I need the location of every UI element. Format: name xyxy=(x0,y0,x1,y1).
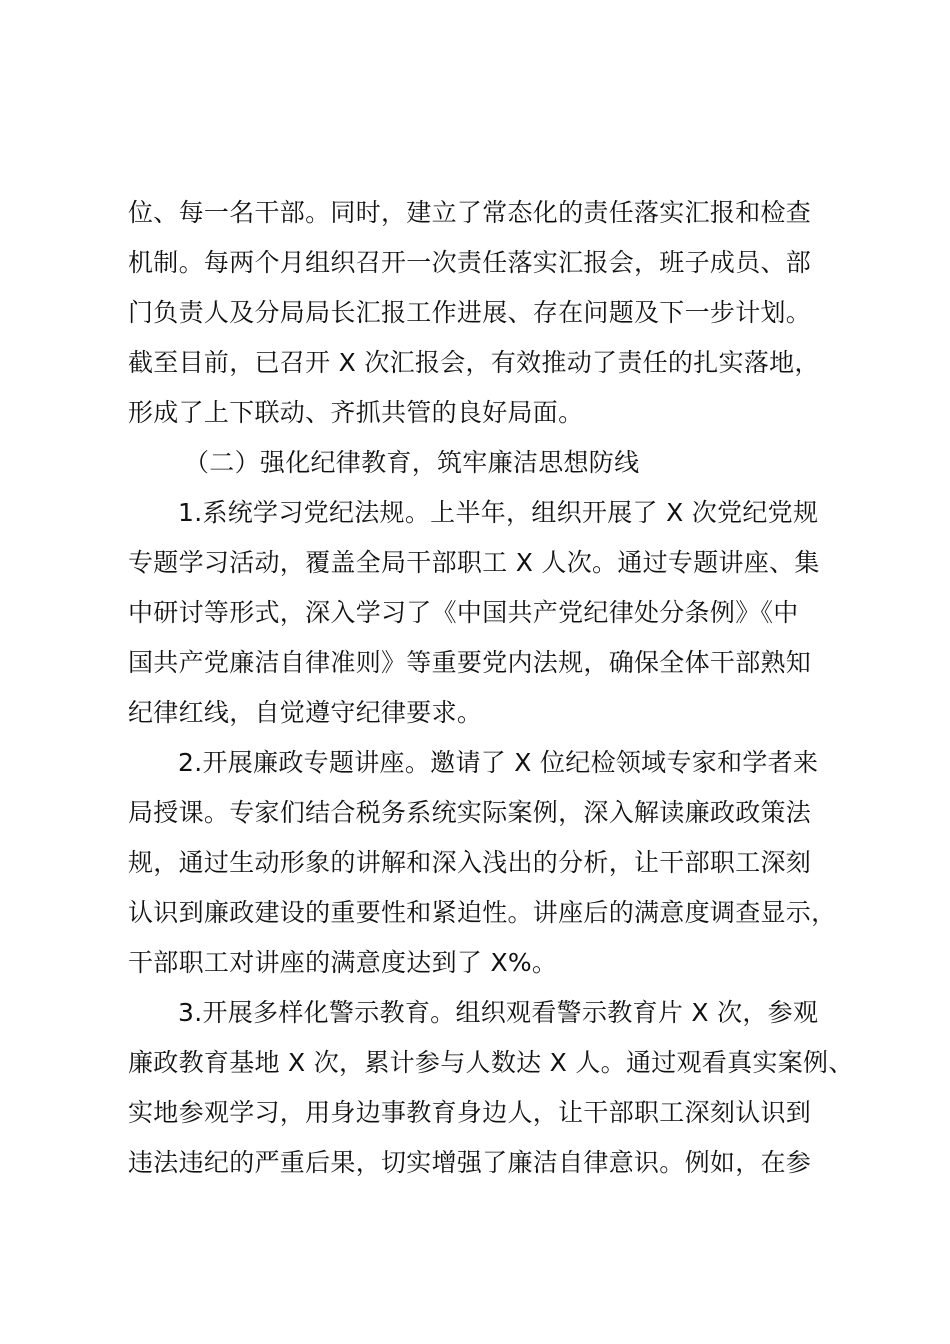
paragraph-continued xyxy=(128,188,828,438)
text-line: 局授课。专家们结合税务系统实际案例，深入解读廉政政策法 xyxy=(128,798,812,827)
text-line: 位、每一名干部。同时，建立了常态化的责任落实汇报和检查 xyxy=(128,198,812,227)
text-line: 2.开展廉政专题讲座。邀请了 X 位纪检领域专家和学者来 xyxy=(178,748,819,777)
text-line: 专题学习活动，覆盖全局干部职工 X 人次。通过专题讲座、集 xyxy=(128,548,820,577)
text-line: 1.系统学习党纪法规。上半年，组织开展了 X 次党纪党规 xyxy=(178,498,819,527)
text-line: 国共产党廉洁自律准则》等重要党内法规，确保全体干部熟知 xyxy=(128,648,812,677)
text-line: 违法违纪的严重后果，切实增强了廉洁自律意识。例如，在参 xyxy=(128,1148,812,1177)
text-line: 中研讨等形式，深入学习了《中国共产党纪律处分条例》《中 xyxy=(128,598,799,627)
text-line: 规，通过生动形象的讲解和深入浅出的分析，让干部职工深刻 xyxy=(128,848,812,877)
text-line: 截至目前，已召开 X 次汇报会，有效推动了责任的扎实落地， xyxy=(128,348,820,377)
text-line: 机制。每两个月组织召开一次责任落实汇报会，班子成员、部 xyxy=(128,248,812,277)
document-body xyxy=(128,188,854,1188)
text-line: 形成了上下联动、齐抓共管的良好局面。 xyxy=(128,398,584,427)
text-line: 廉政教育基地 X 次，累计参与人数达 X 人。通过观看真实案例、 xyxy=(128,1048,854,1077)
text-line: 门负责人及分局局长汇报工作进展、存在问题及下一步计划。 xyxy=(128,298,812,327)
paragraph-item-1 xyxy=(128,488,828,738)
paragraph-item-3 xyxy=(128,988,854,1188)
paragraph-item-2 xyxy=(128,738,837,988)
text-line: 实地参观学习，用身边事教育身边人，让干部职工深刻认识到 xyxy=(128,1098,812,1127)
text-line: 干部职工对讲座的满意度达到了 X%。 xyxy=(128,948,558,977)
text-line: 认识到廉政建设的重要性和紧迫性。讲座后的满意度调查显示， xyxy=(128,898,837,927)
text-line: 3.开展多样化警示教育。组织观看警示教育片 X 次，参观 xyxy=(178,998,819,1027)
text-line: 纪律红线，自觉遵守纪律要求。 xyxy=(128,698,483,727)
section-heading: （二）强化纪律教育，筑牢廉洁思想防线 xyxy=(184,448,640,477)
